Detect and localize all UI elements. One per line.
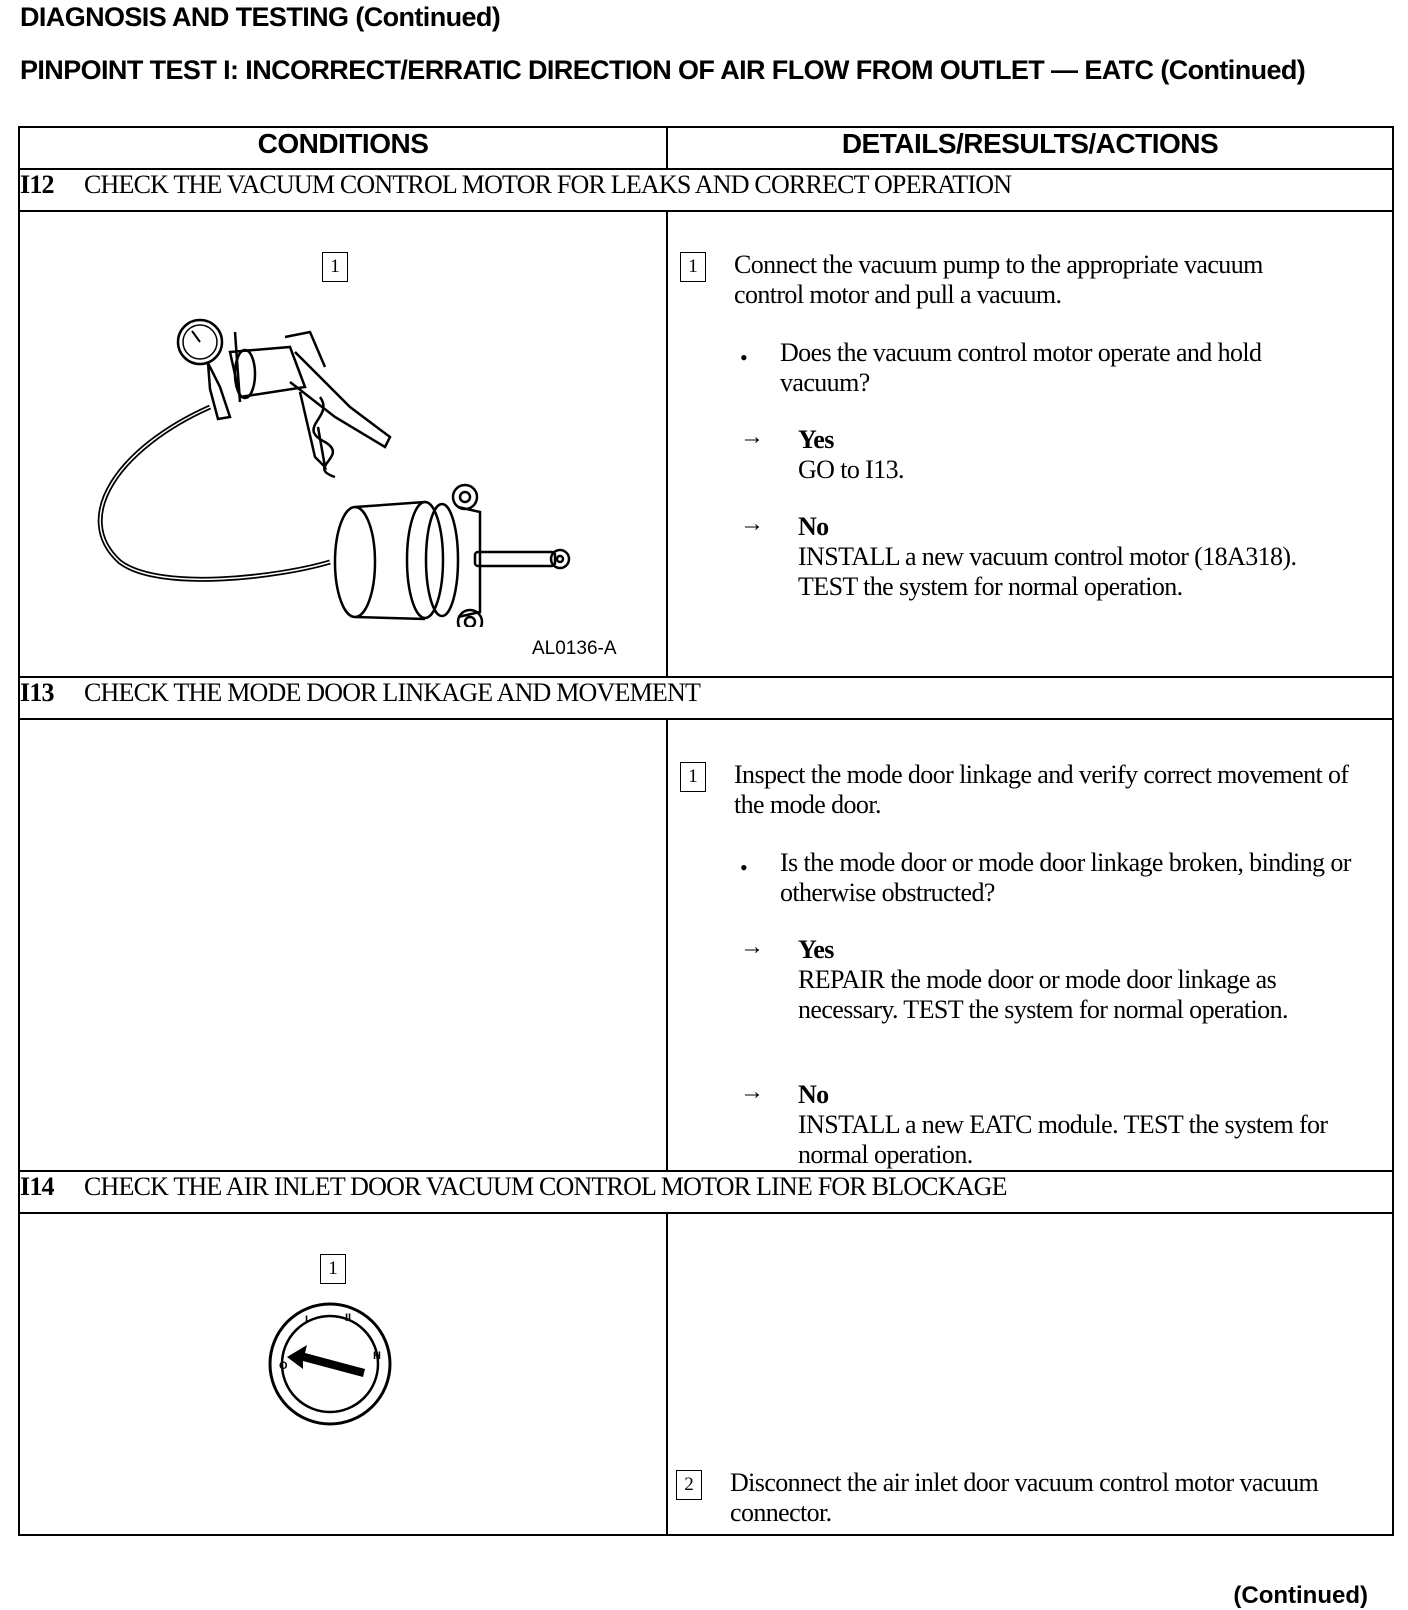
step-title: CHECK THE AIR INLET DOOR VACUUM CONTROL MOTOR LINE FOR BLOCKAGE — [84, 1172, 1007, 1201]
step-i12-details-cell — [667, 211, 1393, 677]
dial-label: H — [373, 1350, 381, 1362]
dial-label: I — [305, 1314, 309, 1326]
vacuum-pump-illustration — [80, 307, 580, 627]
yes-label: Yes — [798, 935, 834, 964]
step-id: I13 — [20, 678, 54, 707]
illustration-marker: 1 — [322, 252, 348, 282]
step-title: CHECK THE MODE DOOR LINKAGE AND MOVEMENT — [84, 678, 701, 707]
step-i14-header — [19, 1171, 1393, 1213]
step-title: CHECK THE VACUUM CONTROL MOTOR FOR LEAKS AND CORRECT OPERATION — [84, 170, 1012, 199]
page-heading: DIAGNOSIS AND TESTING (Continued) — [20, 2, 501, 32]
temperature-dial-illustration — [265, 1299, 395, 1429]
step-i14-details-cell — [667, 1213, 1393, 1535]
dial-label: O — [279, 1360, 288, 1372]
yes-text: REPAIR the mode door or mode door linkage as necessary. TEST the system for normal operation. — [798, 965, 1288, 1024]
step-id: I14 — [20, 1172, 54, 1201]
question-text: Does the vacuum control motor operate and hold vacuum? — [780, 338, 1262, 397]
no-text: INSTALL a new vacuum control motor (18A318). TEST the system for normal operation. — [798, 542, 1297, 601]
action-marker: 1 — [680, 762, 706, 792]
pinpoint-test-title: PINPOINT TEST I: INCORRECT/ERRATIC DIRECTION OF AIR FLOW FROM OUTLET — EATC (Continued) — [20, 55, 1306, 85]
right-arrow-icon: → — [740, 934, 764, 960]
step-i13-header — [19, 677, 1393, 719]
illustration-marker: 1 — [320, 1254, 346, 1284]
conditions-column-header: CONDITIONS — [19, 127, 667, 169]
details-column-header: DETAILS/RESULTS/ACTIONS — [667, 127, 1393, 169]
dial-label: II — [345, 1312, 352, 1324]
action-text: Connect the vacuum pump to the appropriate vacuum control motor and pull a vacuum. — [734, 250, 1263, 309]
yes-label: Yes — [798, 425, 834, 454]
pinpoint-test-table — [18, 126, 1394, 1536]
step-i12-header — [19, 169, 1393, 211]
no-label: No — [798, 512, 829, 541]
no-label: No — [798, 1080, 829, 1109]
right-arrow-icon: → — [740, 1079, 764, 1105]
right-arrow-icon: → — [740, 511, 764, 537]
action-text: Disconnect the air inlet door vacuum control motor vacuum connector. — [730, 1468, 1319, 1527]
step-i13-details-cell — [667, 719, 1393, 1171]
question-text: Is the mode door or mode door linkage broken, binding or otherwise obstructed? — [780, 848, 1351, 907]
continued-footer: (Continued) — [1233, 1582, 1368, 1609]
bullet-icon: • — [740, 855, 748, 880]
step-i13-condition-cell — [19, 719, 667, 1171]
action-text: Inspect the mode door linkage and verify correct movement of the mode door. — [734, 760, 1349, 819]
illustration-code: AL0136-A — [532, 638, 617, 659]
bullet-icon: • — [740, 345, 748, 370]
action-marker: 1 — [680, 252, 706, 282]
action-marker: 2 — [676, 1470, 702, 1500]
no-text: INSTALL a new EATC module. TEST the system for normal operation. — [798, 1110, 1328, 1169]
step-i14-condition-cell — [19, 1213, 667, 1535]
right-arrow-icon: → — [740, 424, 764, 450]
step-id: I12 — [20, 170, 54, 199]
yes-text: GO to I13. — [798, 455, 904, 484]
step-i12-condition-cell — [19, 211, 667, 677]
